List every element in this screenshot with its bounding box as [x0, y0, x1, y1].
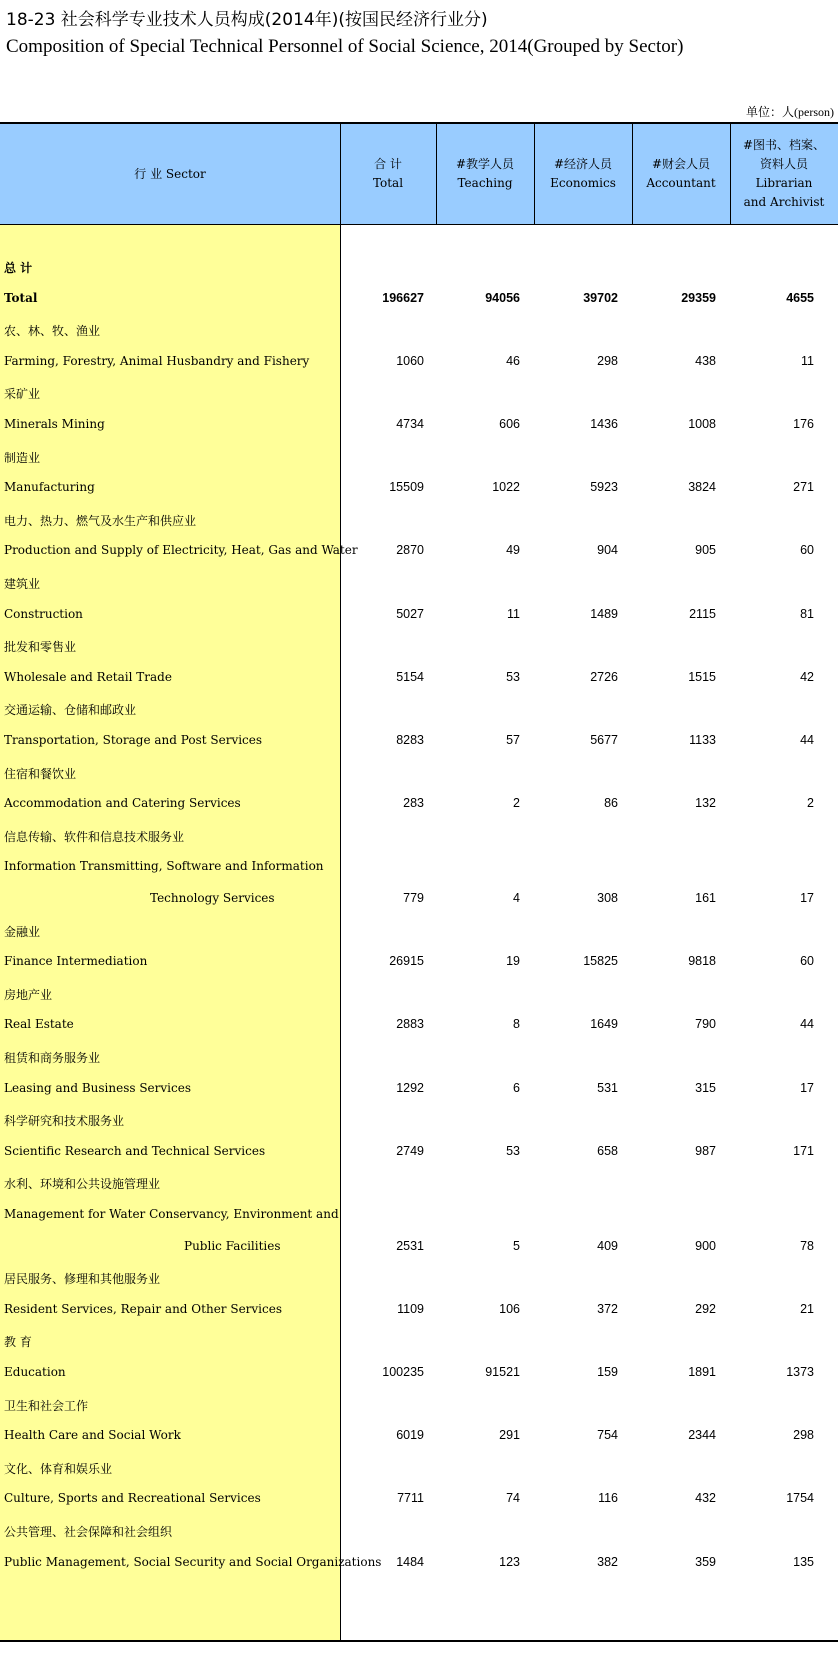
- sector-name-en-continued: Public Facilities: [184, 1238, 281, 1253]
- table-cell: 1292: [396, 1080, 424, 1095]
- table-cell: 94056: [485, 290, 520, 305]
- table-cell: 359: [695, 1554, 716, 1569]
- sector-name-en: Farming, Forestry, Animal Husbandry and Fishery: [4, 353, 310, 368]
- sector-name-en: Scientific Research and Technical Services: [4, 1143, 266, 1158]
- sector-cn-row: [0, 921, 838, 941]
- table-cell: 44: [800, 1017, 814, 1032]
- sector-cn-row: [0, 257, 838, 277]
- header-librarian: [730, 124, 838, 224]
- table-cell: 8: [513, 1017, 520, 1032]
- table-cell: 21: [800, 1301, 814, 1316]
- sector-name-en: Wholesale and Retail Trade: [4, 669, 172, 684]
- table-row-continuation: [0, 889, 838, 909]
- table-cell: 298: [597, 353, 618, 368]
- sector-name-cn: 教 育: [4, 1335, 32, 1350]
- table-row: [0, 1079, 838, 1099]
- table-cell: 2883: [396, 1017, 424, 1032]
- table-cell: 1436: [590, 417, 618, 431]
- table-cell: 60: [800, 954, 814, 969]
- table-cell: 176: [793, 417, 814, 431]
- table-cell: 78: [800, 1238, 814, 1253]
- table-row: [0, 541, 838, 561]
- table-cell: 135: [793, 1554, 814, 1569]
- header-teaching-cn: #教学人员: [455, 157, 515, 171]
- table-cell: 100235: [382, 1365, 424, 1379]
- sector-name-en: Culture, Sports and Recreational Services: [4, 1491, 261, 1506]
- sector-name-en: Information Transmitting, Software and Information: [4, 859, 324, 874]
- sector-cn-row: [0, 447, 838, 467]
- table-cell: 161: [695, 891, 716, 905]
- table-cell: 17: [800, 891, 814, 905]
- table-cell: 171: [793, 1143, 814, 1158]
- sector-cn-row: [0, 1458, 838, 1478]
- table-cell: 53: [506, 669, 520, 684]
- sector-cn-row: [0, 320, 838, 340]
- sector-cn-row: [0, 984, 838, 1004]
- table-cell: 2: [513, 796, 520, 811]
- table-cell: 2531: [396, 1238, 424, 1253]
- table-row: [0, 1489, 838, 1509]
- table-cell: 44: [800, 733, 814, 747]
- table-cell: 5923: [590, 480, 618, 495]
- table-cell: 432: [695, 1491, 716, 1506]
- table-cell: 57: [506, 733, 520, 747]
- table-cell: 49: [506, 543, 520, 558]
- sector-cn-row: [0, 1268, 838, 1288]
- table-cell: 1109: [397, 1301, 424, 1316]
- table-cell: 315: [695, 1080, 716, 1095]
- table-row: [0, 1426, 838, 1446]
- sector-cn-row: [0, 1173, 838, 1193]
- table-cell: 382: [597, 1554, 618, 1569]
- sector-name-en: Total: [4, 290, 38, 305]
- header-economics-cn: #经济人员: [553, 157, 613, 171]
- table-row: [0, 605, 838, 625]
- header-total: [340, 124, 436, 224]
- table-cell: 11: [801, 353, 814, 368]
- table-cell: 779: [403, 891, 424, 905]
- table-cell: 271: [793, 480, 814, 495]
- table-cell: 7711: [397, 1491, 424, 1506]
- table-row: [0, 794, 838, 814]
- table-row: [0, 1015, 838, 1035]
- sector-name-cn: 交通运输、仓储和邮政业: [4, 703, 137, 718]
- table-cell: 1133: [689, 733, 716, 747]
- sector-name-en: Finance Intermediation: [4, 954, 148, 969]
- sector-name-cn: 电力、热力、燃气及水生产和供应业: [4, 513, 197, 528]
- sector-cn-row: [0, 826, 838, 846]
- header-librarian-cn1: #图书、档案、: [742, 138, 826, 152]
- table-cell: 5027: [396, 606, 424, 621]
- table-row: [0, 289, 838, 309]
- table-cell: 606: [499, 417, 520, 431]
- table-cell: 2749: [396, 1143, 424, 1158]
- sector-cn-row: [0, 636, 838, 656]
- sector-name-cn: 租赁和商务服务业: [4, 1051, 101, 1065]
- header-accountant: [632, 124, 730, 224]
- table-row-continuation: [0, 1237, 838, 1257]
- table-cell: 116: [598, 1491, 618, 1506]
- table-cell: 2: [807, 796, 814, 811]
- sector-name-en: Public Management, Social Security and Social Organizations: [4, 1554, 382, 1569]
- sector-name-cn: 总 计: [4, 261, 33, 275]
- sector-cn-row: [0, 763, 838, 783]
- table-cell: 1008: [688, 417, 716, 431]
- sector-name-cn: 制造业: [4, 450, 41, 465]
- table-cell: 291: [499, 1428, 520, 1443]
- sector-cn-row: [0, 1331, 838, 1351]
- sector-name-en: Production and Supply of Electricity, Heat, Gas and Water: [4, 543, 358, 558]
- table-cell: 1489: [590, 606, 618, 621]
- sector-name-cn: 信息传输、软件和信息技术服务业: [4, 829, 185, 844]
- table-cell: 438: [695, 353, 716, 368]
- sector-name-cn: 采矿业: [4, 387, 41, 402]
- table-row: [0, 857, 838, 877]
- header-economics-en: Economics: [550, 176, 616, 190]
- table-cell: 2726: [590, 669, 618, 684]
- table-cell: 26915: [389, 954, 424, 969]
- sector-name-cn: 金融业: [4, 924, 41, 939]
- table-cell: 132: [695, 796, 716, 811]
- table-row: [0, 731, 838, 751]
- table-cell: 1891: [688, 1365, 716, 1379]
- sector-name-en: Minerals Mining: [4, 417, 105, 431]
- table-cell: 5: [513, 1238, 520, 1253]
- table-row: [0, 1300, 838, 1320]
- table-cell: 8283: [396, 733, 424, 747]
- table-cell: 1060: [396, 353, 424, 368]
- sector-cn-row: [0, 510, 838, 530]
- sector-name-en: Manufacturing: [4, 480, 95, 495]
- table-row: [0, 415, 838, 435]
- header-sector-label: 行 业 Sector: [134, 166, 206, 181]
- table-row: [0, 1142, 838, 1162]
- table-row: [0, 668, 838, 688]
- table-cell: 86: [604, 796, 618, 811]
- table-cell: 754: [597, 1428, 618, 1443]
- table-cell: 1022: [492, 480, 520, 495]
- table-cell: 46: [506, 353, 520, 368]
- table-cell: 900: [695, 1238, 716, 1253]
- sector-cn-row: [0, 383, 838, 403]
- table-cell: 409: [597, 1238, 618, 1253]
- table-cell: 292: [695, 1301, 716, 1316]
- sector-name-en: Management for Water Conservancy, Environment and: [4, 1207, 339, 1221]
- sector-cn-row: [0, 1110, 838, 1130]
- header-librarian-cn2: 资料人员: [759, 157, 808, 171]
- table-cell: 4655: [786, 290, 814, 305]
- table-cell: 1484: [396, 1554, 424, 1569]
- sector-name-en-continued: Technology Services: [150, 891, 275, 905]
- sector-name-cn: 农、林、牧、渔业: [4, 324, 101, 339]
- table-cell: 9818: [688, 954, 716, 969]
- sector-name-cn: 房地产业: [4, 987, 53, 1002]
- table-cell: 196627: [382, 290, 424, 305]
- sector-name-en: Construction: [4, 606, 83, 621]
- table-cell: 19: [506, 954, 520, 969]
- sector-name-cn: 水利、环境和公共设施管理业: [4, 1177, 161, 1192]
- table-cell: 81: [800, 606, 814, 621]
- header-accountant-cn: #财会人员: [651, 157, 711, 171]
- table-row: [0, 1363, 838, 1383]
- table-cell: 790: [695, 1017, 716, 1032]
- table-cell: 42: [800, 669, 814, 684]
- table-row: [0, 952, 838, 972]
- header-total-en: Total: [372, 176, 404, 190]
- table-cell: 74: [506, 1491, 520, 1506]
- table-cell: 372: [597, 1301, 618, 1316]
- table-row: [0, 1553, 838, 1573]
- table-title-cn: 18-23 社会科学专业技术人员构成(2014年)(按国民经济行业分): [6, 10, 488, 30]
- table-cell: 1754: [786, 1491, 814, 1506]
- table-cell: 53: [506, 1143, 520, 1158]
- table-cell: 298: [793, 1428, 814, 1443]
- sector-cn-row: [0, 1047, 838, 1067]
- table-cell: 17: [800, 1080, 814, 1095]
- table-cell: 283: [403, 796, 424, 811]
- sector-name-en: Health Care and Social Work: [4, 1428, 181, 1443]
- table-row: [0, 478, 838, 498]
- sector-name-en: Resident Services, Repair and Other Services: [4, 1301, 283, 1316]
- table-cell: 91521: [485, 1365, 520, 1379]
- table-cell: 4734: [396, 417, 424, 431]
- table-cell: 3824: [688, 480, 716, 495]
- table-cell: 2344: [688, 1428, 716, 1443]
- table-cell: 987: [695, 1143, 716, 1158]
- table-cell: 658: [597, 1143, 618, 1158]
- header-librarian-en2: and Archivist: [743, 195, 825, 209]
- sector-name-en: Real Estate: [4, 1017, 74, 1032]
- table-row: [0, 1205, 838, 1225]
- sector-cn-row: [0, 573, 838, 593]
- table-cell: 15825: [583, 954, 618, 969]
- header-economics: [534, 124, 632, 224]
- table-cell: 4: [513, 891, 520, 905]
- table-cell: 1373: [786, 1365, 814, 1379]
- header-sector: [0, 124, 340, 224]
- table-cell: 905: [695, 543, 716, 558]
- table-cell: 106: [499, 1301, 520, 1316]
- sector-cn-row: [0, 1521, 838, 1541]
- sector-name-cn: 科学研究和技术服务业: [4, 1114, 125, 1129]
- header-accountant-en: Accountant: [646, 176, 716, 190]
- header-bottom-rule: [0, 224, 838, 225]
- table-cell: 6019: [396, 1428, 424, 1443]
- header-teaching-en: Teaching: [457, 176, 513, 190]
- table-bottom-rule: [0, 1640, 838, 1642]
- sector-name-en: Transportation, Storage and Post Services: [4, 733, 263, 747]
- sector-name-cn: 建筑业: [4, 577, 41, 591]
- table-title-en: Composition of Special Technical Personnel of Social Science, 2014(Grouped by Sector): [6, 36, 684, 57]
- table-cell: 5677: [590, 733, 618, 747]
- header-total-cn: 合 计: [374, 157, 402, 171]
- table-cell: 39702: [583, 290, 618, 305]
- unit-label: 单位：人(person): [746, 105, 834, 119]
- table-cell: 531: [597, 1080, 618, 1095]
- table-cell: 15509: [389, 480, 424, 495]
- table-cell: 60: [800, 543, 814, 558]
- table-cell: 2115: [689, 606, 716, 621]
- sector-name-en: Accommodation and Catering Services: [4, 796, 241, 811]
- table-cell: 904: [597, 543, 618, 558]
- table-cell: 11: [507, 606, 520, 621]
- table-cell: 29359: [681, 290, 716, 305]
- sector-name-cn: 批发和零售业: [4, 640, 77, 655]
- sector-name-cn: 卫生和社会工作: [4, 1398, 89, 1413]
- table-row: [0, 352, 838, 372]
- table-cell: 6: [513, 1080, 520, 1095]
- sector-cn-row: [0, 699, 838, 719]
- table-cell: 1515: [688, 669, 716, 684]
- table-cell: 308: [597, 891, 618, 905]
- sector-name-cn: 公共管理、社会保障和社会组织: [4, 1525, 173, 1539]
- table-cell: 1649: [590, 1017, 618, 1032]
- table-cell: 159: [597, 1365, 618, 1379]
- sector-name-cn: 居民服务、修理和其他服务业: [4, 1272, 161, 1287]
- sector-name-cn: 文化、体育和娱乐业: [4, 1461, 113, 1476]
- header-librarian-en1: Librarian: [755, 176, 813, 190]
- sector-name-cn: 住宿和餐饮业: [4, 766, 77, 781]
- table-cell: 5154: [396, 669, 424, 684]
- sector-name-en: Leasing and Business Services: [4, 1080, 191, 1095]
- table-cell: 123: [499, 1554, 520, 1569]
- table-cell: 2870: [396, 543, 424, 558]
- sector-cn-row: [0, 1395, 838, 1415]
- sector-name-en: Education: [4, 1365, 66, 1379]
- header-teaching: [436, 124, 534, 224]
